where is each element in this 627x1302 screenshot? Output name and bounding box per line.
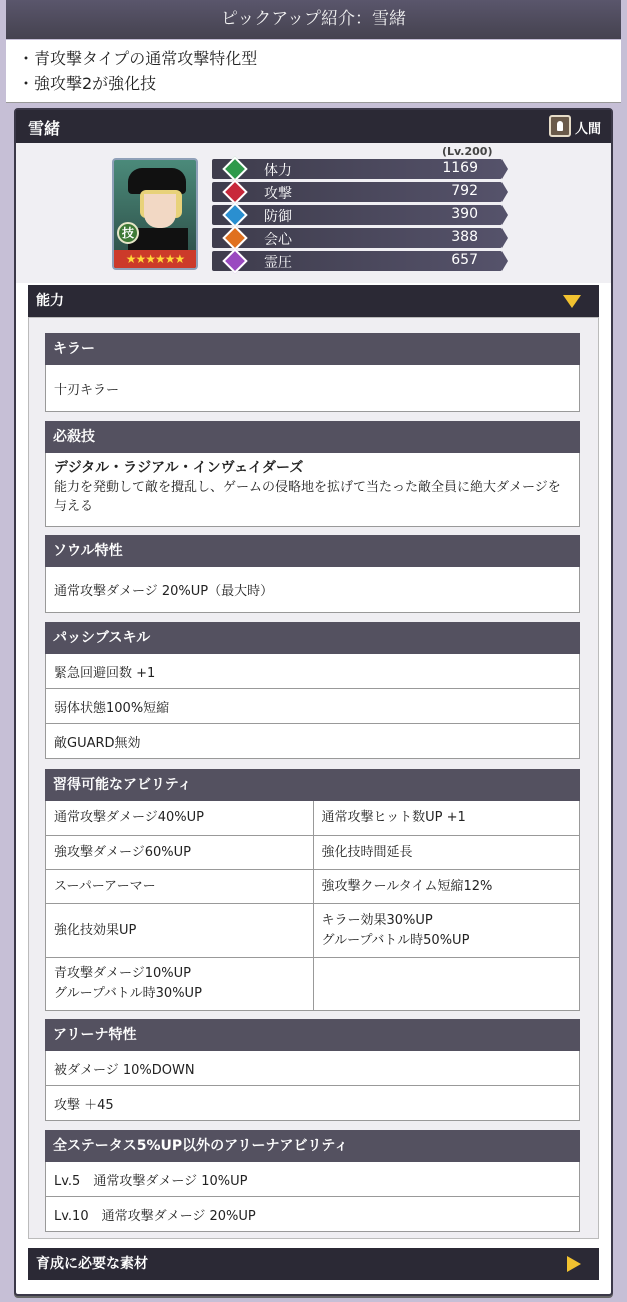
materials-section-toggle[interactable] bbox=[28, 1248, 599, 1280]
learnable-ability-block bbox=[45, 769, 580, 1011]
page-title: ピックアップ紹介：雪緒 bbox=[6, 0, 621, 39]
hp-icon bbox=[222, 156, 247, 181]
special-move-name: デジタル・ラジアル・インヴェイダーズ bbox=[54, 460, 304, 476]
block-heading: ソウル特性 bbox=[45, 535, 580, 567]
materials-section-title: 育成に必要な素材 bbox=[36, 1256, 148, 1272]
stat-label: 防御 bbox=[264, 209, 292, 225]
collapse-arrow-icon[interactable] bbox=[563, 295, 581, 308]
soul-trait-text: 通常攻撃ダメージ 20%UP（最大時） bbox=[54, 584, 274, 599]
face-graphic bbox=[144, 194, 176, 228]
critical-icon bbox=[222, 225, 247, 250]
arena-trait-item: 攻撃 ＋45 bbox=[46, 1085, 579, 1120]
ability-cell: 通常攻撃ヒット数UP +1 bbox=[313, 801, 580, 835]
stat-row-defense bbox=[212, 205, 502, 225]
human-race-icon bbox=[549, 115, 571, 137]
stat-label: 会心 bbox=[264, 232, 292, 248]
stat-value: 657 bbox=[451, 252, 478, 268]
ability-cell: 強化技効果UP bbox=[54, 922, 137, 938]
character-card bbox=[14, 108, 613, 1296]
ability-panel bbox=[28, 317, 599, 1239]
character-profile bbox=[16, 143, 611, 283]
skill-type-icon: 技 bbox=[117, 222, 139, 244]
ability-cell-empty bbox=[313, 958, 580, 1010]
intro-line: ・青攻撃タイプの通常攻撃特化型 bbox=[18, 49, 258, 68]
soul-trait-block bbox=[45, 535, 580, 613]
block-heading: 習得可能なアビリティ bbox=[45, 769, 580, 801]
stat-label: 攻撃 bbox=[264, 186, 292, 202]
block-heading: パッシブスキル bbox=[45, 622, 580, 654]
stat-row-hp bbox=[212, 159, 502, 179]
stat-row-attack bbox=[212, 182, 502, 202]
block-heading: アリーナ特性 bbox=[45, 1019, 580, 1051]
ability-cell: 青攻撃ダメージ10%UP グループバトル時30%UP bbox=[54, 966, 202, 1001]
arena-ability-item: Lv.5 通常攻撃ダメージ 10%UP bbox=[54, 1173, 248, 1189]
block-heading: 必殺技 bbox=[45, 421, 580, 453]
ability-section-toggle[interactable] bbox=[28, 285, 599, 317]
ability-grid-row bbox=[46, 869, 579, 903]
spirit-pressure-icon bbox=[222, 248, 247, 273]
special-move-description: 能力を発動して敵を攪乱し、ゲームの侵略地を拡げて当たった敵全員に絶大ダメージを与える bbox=[54, 480, 561, 514]
passive-skill-block bbox=[45, 622, 580, 759]
ability-cell: 強攻撃クールタイム短縮12% bbox=[313, 870, 580, 903]
ability-grid-row bbox=[46, 835, 579, 869]
killer-text: 十刃キラー bbox=[54, 382, 120, 398]
passive-skill-item: 弱体状態100%短縮 bbox=[46, 688, 579, 723]
special-move-block bbox=[45, 421, 580, 527]
intro-text bbox=[6, 40, 621, 103]
ability-cell: スーパーアーマー bbox=[54, 878, 156, 894]
ability-section-title: 能力 bbox=[36, 293, 64, 309]
ability-cell: 強攻撃ダメージ60%UP bbox=[54, 844, 191, 860]
ability-grid-row bbox=[46, 801, 579, 835]
ability-grid-row bbox=[46, 957, 579, 1010]
stat-row-critical bbox=[212, 228, 502, 248]
ability-cell: キラー効果30%UP グループバトル時50%UP bbox=[313, 904, 580, 957]
arena-ability-item: Lv.10 通常攻撃ダメージ 20%UP bbox=[46, 1196, 579, 1231]
ability-cell: 通常攻撃ダメージ40%UP bbox=[54, 810, 204, 825]
attack-icon bbox=[222, 179, 247, 204]
passive-skill-item: 敵GUARD無効 bbox=[46, 723, 579, 758]
expand-arrow-icon[interactable] bbox=[567, 1256, 581, 1272]
rarity-stars: ★★★★★★ bbox=[114, 250, 196, 268]
ability-cell: 強化技時間延長 bbox=[313, 836, 580, 869]
defense-icon bbox=[222, 202, 247, 227]
level-label: (Lv.200) bbox=[442, 145, 493, 158]
race-label: 人間 bbox=[574, 122, 601, 137]
character-header bbox=[16, 110, 611, 143]
intro-line: ・強攻撃2が強化技 bbox=[18, 74, 157, 93]
stat-row-spirit-pressure bbox=[212, 251, 502, 271]
stat-value: 792 bbox=[451, 183, 478, 199]
arena-trait-block bbox=[45, 1019, 580, 1121]
arena-ability-block bbox=[45, 1130, 580, 1232]
block-heading: 全ステータス5%UP以外のアリーナアビリティ bbox=[45, 1130, 580, 1162]
character-name: 雪緒 bbox=[28, 119, 61, 138]
passive-skill-item: 緊急回避回数 +1 bbox=[54, 665, 156, 681]
ability-grid-row bbox=[46, 903, 579, 957]
block-heading: キラー bbox=[45, 333, 580, 365]
stat-value: 1169 bbox=[442, 160, 478, 176]
stat-label: 体力 bbox=[264, 163, 292, 179]
stat-label: 霊圧 bbox=[264, 255, 292, 271]
character-portrait[interactable] bbox=[112, 158, 198, 270]
arena-trait-item: 被ダメージ 10%DOWN bbox=[54, 1062, 195, 1078]
stat-value: 390 bbox=[451, 206, 478, 222]
killer-block bbox=[45, 333, 580, 412]
stat-value: 388 bbox=[451, 229, 478, 245]
